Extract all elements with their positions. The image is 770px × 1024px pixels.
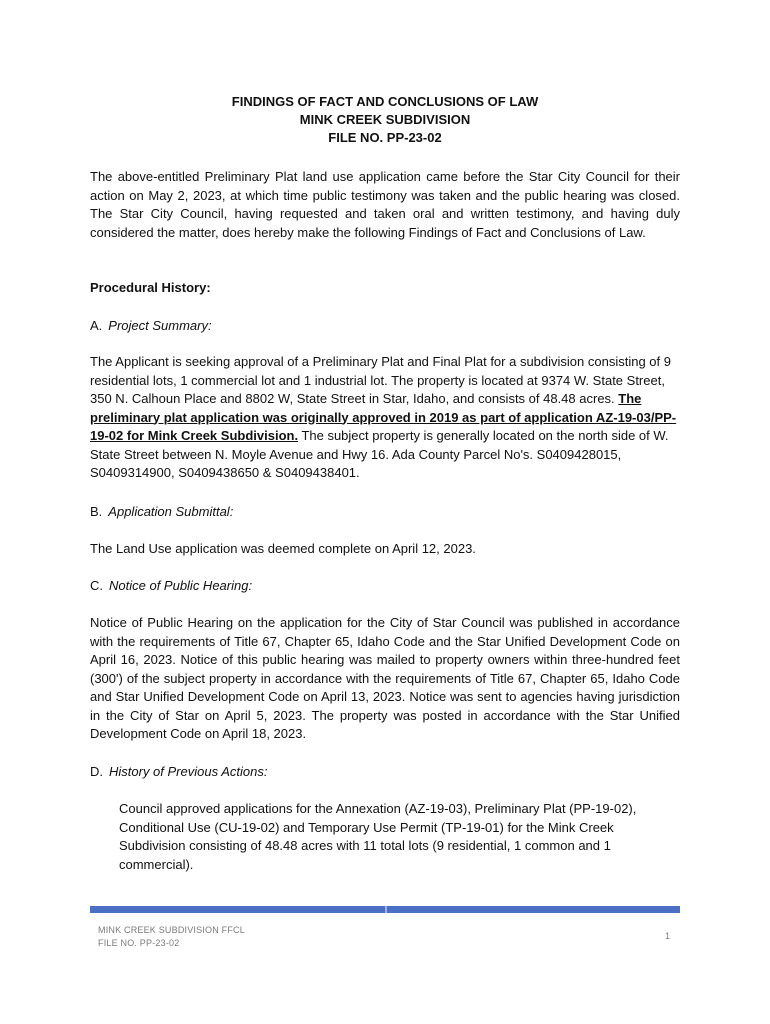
section-a-text-after: The subject property is generally located on the north side of W. State Street between N. Moyle Avenue and Hwy 16. Ada County Parcel No's. S0409428015, S0409314900, S0409438650 & S0409438401. [90,428,669,480]
section-c-heading [90,577,680,596]
section-d-heading [90,763,680,782]
section-c-paragraph: Notice of Public Hearing on the application for the City of Star Council was published in accordance with the requirements of Title 67, Chapter 65, Idaho Code and the Star Unified Development Code on April 16, 2023. Notice of this public hearing was mailed to property owners within three-hundred feet (300') of the subject property in accordance with the requirements of Title 67, Chapter 65, Idaho Code and Star Unified Development Code on April 13, 2023. Notice was sent to agencies having jurisdiction in the City of Star on April 5, 2023. The property was posted in accordance with the Star Unified Development Code on April 18, 2023. [90,615,680,741]
section-a-letter: A. [90,318,103,333]
title-line-1: FINDINGS OF FACT AND CONCLUSIONS OF LAW [231,94,539,109]
section-b-heading [90,503,680,522]
intro-paragraph: The above-entitled Preliminary Plat land use application came before the Star City Council for their action on May 2, 2023, at which time public testimony was taken and the public hearing was closed. The Star City Council, having requested and taken oral and written testimony, and having duly considered the matter, does hereby make the following Findings of Fact and Conclusions of Law. [90,169,680,240]
footer-line-2: FILE NO. PP-23-02 [98,938,180,948]
section-a-heading [90,317,680,336]
footer-file-info [98,924,245,950]
title-line-2: MINK CREEK SUBDIVISION [299,112,471,127]
footer-line-1: MINK CREEK SUBDIVISION FFCL [98,925,245,935]
document-title [90,93,680,147]
section-a-paragraph [90,353,680,483]
section-c-title: Notice of Public Hearing: [109,578,253,593]
section-b-letter: B. [90,504,103,519]
section-d-paragraph: Council approved applications for the Annexation (AZ-19-03), Preliminary Plat (PP-19-02), Conditional Use (CU-19-02) and Temporary Use Permit (TP-19-01) for the Mink Creek Subdivision consisting of 48.48 acres with 11 total lots (9 residential, 1 common and 1 commercial). [119,801,637,872]
page-number: 1 [665,931,671,941]
section-b-paragraph: The Land Use application was deemed complete on April 12, 2023. [90,541,476,556]
section-b-title: Application Submittal: [108,504,234,519]
title-line-3: FILE NO. PP-23-02 [328,130,442,145]
footer-divider-right [387,906,680,913]
section-d-letter: D. [90,764,103,779]
section-a-text-before: The Applicant is seeking approval of a Preliminary Plat and Final Plat for a subdivision consisting of 9 residential lots, 1 commercial lot and 1 industrial lot. The property is located at 9374 W. State Street, 350 N. Calhoun Place and 8802 W, State Street in Star, Idaho, and consists of 48.48 acres. [90,354,671,406]
section-a-emphasis: The preliminary plat application was originally approved in 2019 as part of application AZ-19-03/PP-19-02 for Mink Creek Subdivision. [90,391,677,443]
footer-divider-left [90,906,385,913]
section-a-title: Project Summary: [108,318,212,333]
footer-divider [90,906,680,913]
procedural-history-heading: Procedural History: [90,280,211,295]
section-d-title: History of Previous Actions: [109,764,268,779]
section-c-letter: C. [90,578,103,593]
